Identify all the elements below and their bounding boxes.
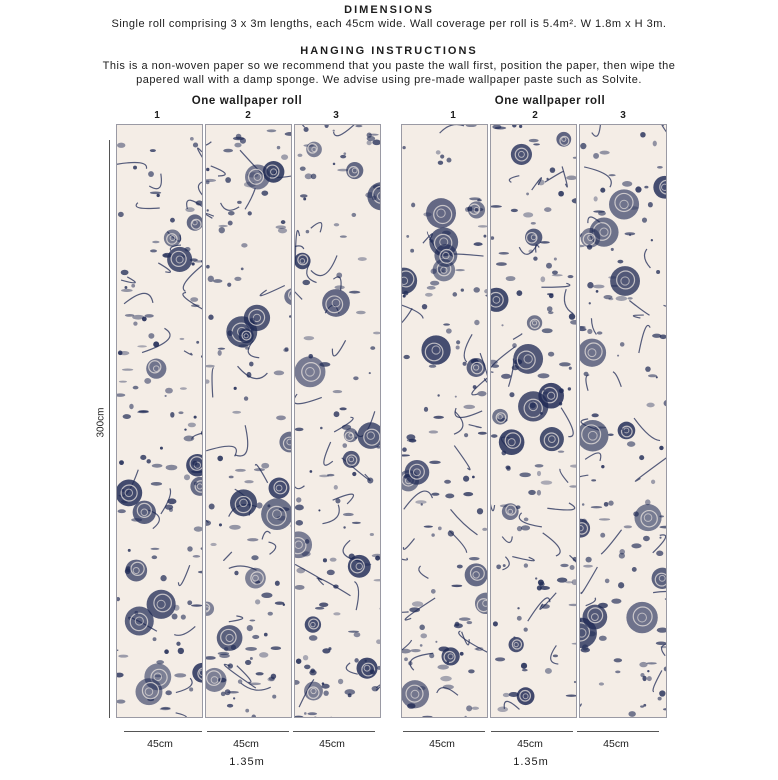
roll-2-strip-1-measure-line xyxy=(403,731,485,732)
roll-1-strip-3-width: 45cm xyxy=(319,738,345,750)
height-label: 300cm xyxy=(95,407,107,438)
roll-1-title: One wallpaper roll xyxy=(191,95,303,107)
roll-2-strip-3 xyxy=(579,124,667,718)
roll-1-strip-3 xyxy=(294,124,381,718)
roll-2-strip-2-width: 45cm xyxy=(517,738,543,750)
roll-1-total-width: 1.35m xyxy=(229,756,265,768)
roll-1-strip-2-width: 45cm xyxy=(233,738,259,750)
roll-2-strip-2-number: 2 xyxy=(532,110,538,121)
hanging-text-line1: This is a non-woven paper so we recommend that you paste the wall first, position the paper, then wipe the xyxy=(102,60,676,72)
roll-1-strip-1 xyxy=(116,124,203,718)
floral-pattern xyxy=(117,125,203,718)
roll-1-strip-3-number: 3 xyxy=(333,110,339,121)
hanging-text-line2: papered wall with a damp sponge. We advise using pre-made wallpaper paste such as Solvite. xyxy=(136,74,642,86)
roll-2-strip-3-measure-line xyxy=(577,731,659,732)
roll-1-strip-1-width: 45cm xyxy=(147,738,173,750)
roll-2-title: One wallpaper roll xyxy=(494,95,606,107)
roll-1-strip-2-measure-line xyxy=(207,731,289,732)
roll-1-strip-1-measure-line xyxy=(124,731,202,732)
roll-2-strip-1-number: 1 xyxy=(450,110,456,121)
roll-2-strip-1-width: 45cm xyxy=(429,738,455,750)
floral-pattern xyxy=(206,125,292,718)
roll-2-strip-3-width: 45cm xyxy=(603,738,629,750)
roll-1-strip-2-number: 2 xyxy=(245,110,251,121)
dimensions-text: Single roll comprising 3 x 3m lengths, each 45cm wide. Wall coverage per roll is 5.4m². W 1.8m x H 3m. xyxy=(111,18,667,30)
floral-pattern xyxy=(580,125,667,718)
floral-pattern xyxy=(491,125,577,718)
dimensions-heading: DIMENSIONS xyxy=(344,4,434,16)
roll-2-total-width: 1.35m xyxy=(513,756,549,768)
roll-1-strip-3-measure-line xyxy=(293,731,375,732)
height-measure-line xyxy=(109,140,110,718)
roll-2-strip-2-measure-line xyxy=(491,731,573,732)
roll-1-strip-2 xyxy=(205,124,292,718)
roll-2-strip-1 xyxy=(401,124,488,718)
roll-1-strip-1-number: 1 xyxy=(154,110,160,121)
roll-2-strip-2 xyxy=(490,124,577,718)
floral-pattern xyxy=(402,125,488,718)
floral-pattern xyxy=(295,125,381,718)
roll-2-strip-3-number: 3 xyxy=(620,110,626,121)
hanging-heading: HANGING INSTRUCTIONS xyxy=(300,45,478,57)
